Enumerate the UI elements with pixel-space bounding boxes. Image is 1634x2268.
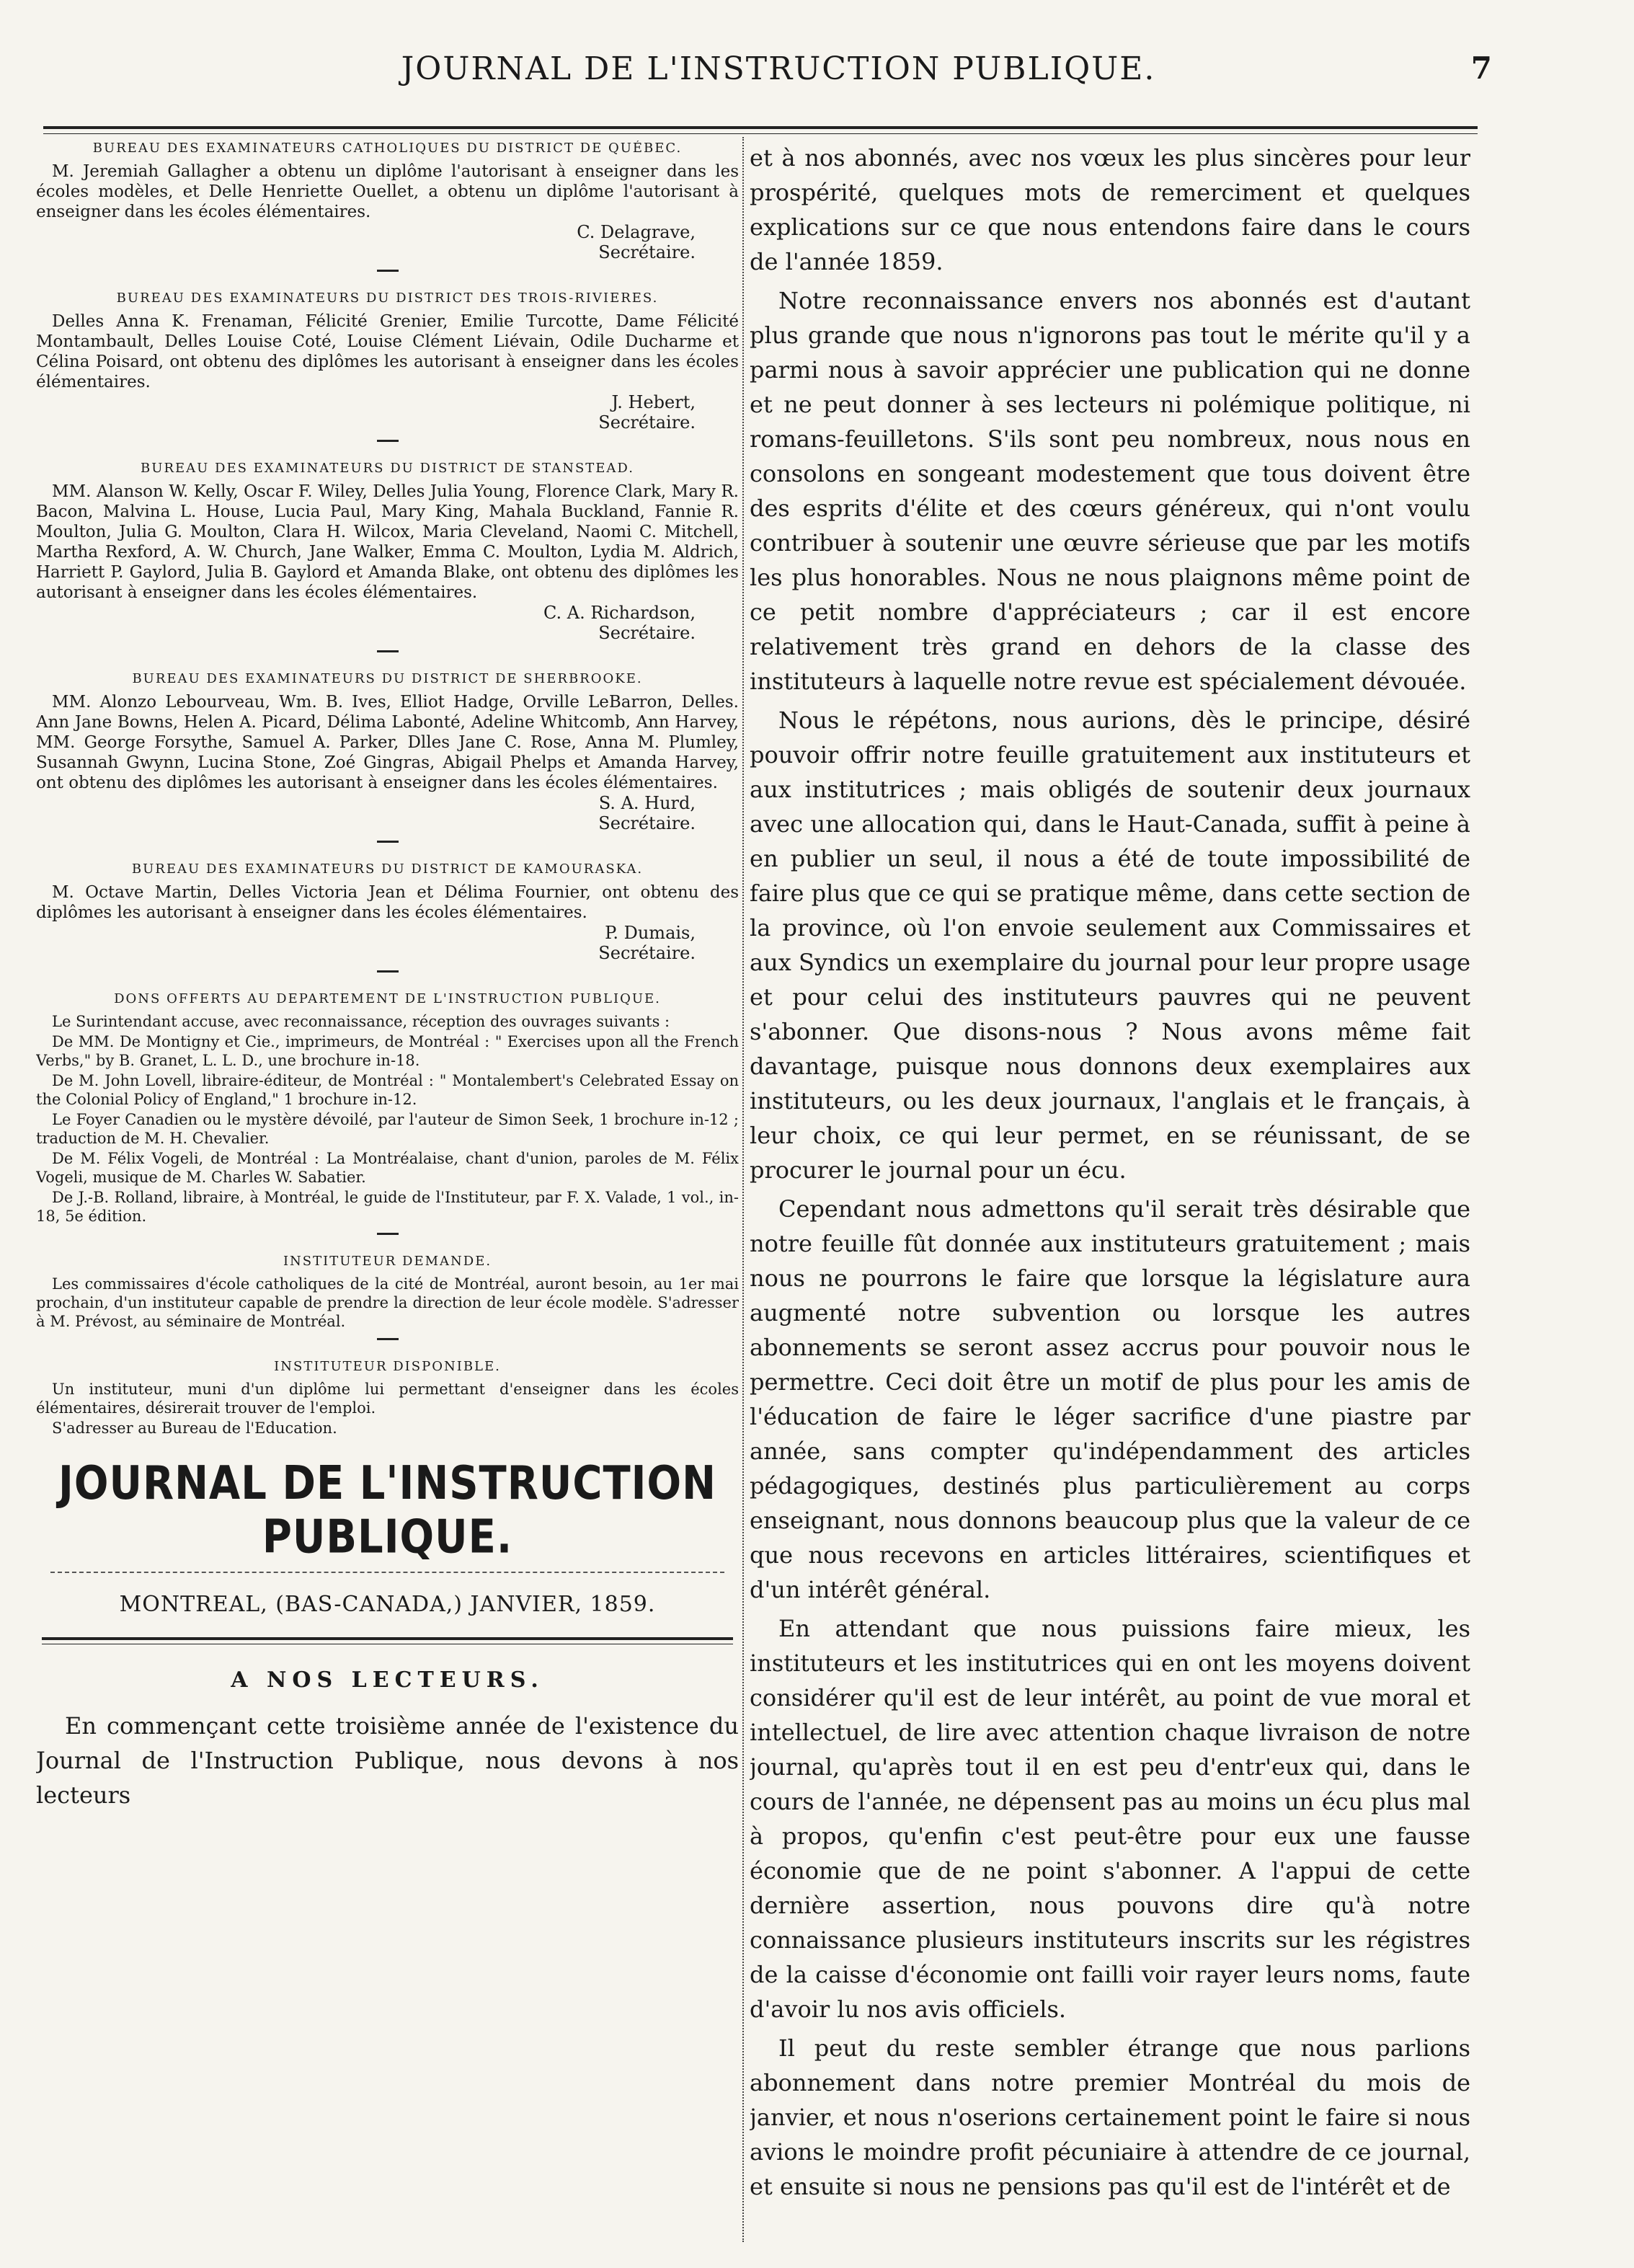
disponible-paragraph: Un instituteur, muni d'un diplôme lui permettant d'enseigner dans les écoles élémentaires, désirerait trouver de l'emploi. (36, 1381, 739, 1417)
page-header (43, 50, 1514, 101)
notice-heading: BUREAU DES EXAMINATEURS CATHOLIQUES DU DISTRICT DE QUÉBEC. (92, 141, 683, 156)
dons-section (36, 991, 739, 1235)
signer-role: Secrétaire. (598, 412, 696, 433)
dons-paragraph: De M. Félix Vogeli, de Montréal : La Montréalaise, chant d'union, paroles de M. Félix Vogeli, musique de M. Charles W. Sabatier. (36, 1150, 739, 1186)
left-column (36, 141, 739, 2246)
separator (377, 440, 399, 442)
notice-sherbrooke (36, 671, 739, 843)
separator (377, 270, 399, 272)
dons-paragraph: Le Foyer Canadien ou le mystère dévoilé, par l'auteur de Simon Seek, 1 brochure in-12 ; traduction de M. H. Chevalier. (36, 1111, 739, 1147)
notice-heading: BUREAU DES EXAMINATEURS DU DISTRICT DE STANSTEAD. (141, 461, 634, 476)
signer-name: C. A. Richardson, (543, 603, 696, 623)
article-paragraph: Notre reconnaissance envers nos abonnés est d'autant plus grande que nous n'ignorons pas tout le mérite qu'il y a parmi nous à savoir apprécier une publication qui ne donne et ne peut donner à ses lecteurs ni polémique politique, ni romans-feuilletons. S'ils sont peu nombreux, nous nous en consolons en songeant modestement que tous doivent être des esprits d'élite et des cœurs généreux, qui n'ont voulu contribuer à soutenir une œuvre sérieuse que par les motifs les plus honorables. Nous ne nous plaignons même point de ce petit nombre d'appréciateurs ; car il est encore relativement très grand en dehors de la classe des instituteurs à laquelle notre revue est spécialement dévouée. (750, 287, 1470, 695)
notice-heading: BUREAU DES EXAMINATEURS DU DISTRICT DE SHERBROOKE. (132, 671, 643, 686)
signature (36, 603, 739, 643)
column-divider (742, 137, 744, 2242)
signer-role: Secrétaire. (598, 943, 696, 963)
instituteur-demande (36, 1254, 739, 1340)
dons-paragraph: De MM. De Montigny et Cie., imprimeurs, de Montréal : " Exercises upon all the French Verbs," by B. Granet, L. L. D., une brochure in-18. (36, 1033, 739, 1069)
dons-paragraph: De J.-B. Rolland, libraire, à Montréal, le guide de l'Instituteur, par F. X. Valade, 1 vol., in-18, 5e édition. (36, 1189, 739, 1225)
signer-name: C. Delagrave, (577, 222, 696, 242)
demande-heading: INSTITUTEUR DEMANDE. (283, 1254, 492, 1269)
article-paragraph: Il peut du reste sembler étrange que nous parlions abonnement dans notre premier Montréal du mois de janvier, et nous n'oserions certainement point le faire si nous avions le moindre profit pécuniaire à attendre de ce journal, et ensuite si nous ne pensions pas qu'il est de l'intérêt et de (750, 2034, 1470, 2200)
instituteur-disponible (36, 1359, 739, 1438)
notice-body: MM. Alanson W. Kelly, Oscar F. Wiley, Delles Julia Young, Florence Clark, Mary R. Bacon, Malvina L. House, Lucia Paul, Mary King, Mahala Buckland, Fannie R. Moulton, Julia G. Moulton, Clara H. Wilcox, Maria Cleveland, Naomi C. Mitchell, Martha Rexford, A. W. Church, Jane Walker, Emma C. Moulton, Lydia M. Aldrich, Harriett P. Gaylord, Julia B. Gaylord et Amanda Blake, ont obtenu des diplômes les autorisant à enseigner dans les écoles élémentaires. (36, 482, 739, 602)
signer-name: J. Hebert, (611, 392, 696, 412)
article-paragraph: et à nos abonnés, avec nos vœux les plus sincères pour leur prospérité, quelques mots de remerciment et quelques explications sur ce que nous entendons faire dans le cours de l'année 1859. (750, 144, 1470, 275)
notice-kamouraska (36, 861, 739, 973)
signature (36, 222, 739, 262)
notice-trois-rivieres (36, 291, 739, 442)
notice-body: M. Jeremiah Gallagher a obtenu un diplôme l'autorisant à enseigner dans les écoles modèles, et Delle Henriette Ouellet, a obtenu un diplôme l'autorisant à enseigner dans les écoles élémentaires. (36, 162, 739, 221)
separator (377, 970, 399, 973)
dateline-rule (42, 1637, 733, 1644)
disponible-heading: INSTITUTEUR DISPONIBLE. (274, 1359, 501, 1374)
right-column (750, 141, 1470, 2246)
notice-heading: BUREAU DES EXAMINATEURS DU DISTRICT DES TROIS-RIVIERES. (116, 291, 659, 306)
article-intro: En commençant cette troisième année de l'existence du Journal de l'Instruction Publique, nous devons à nos lecteurs (36, 1712, 739, 1809)
running-title: JOURNAL DE L'INSTRUCTION PUBLIQUE. (401, 50, 1156, 87)
separator (377, 841, 399, 843)
article-paragraph: Nous le répétons, nous aurions, dès le principe, désiré pouvoir offrir notre feuille gratuitement aux instituteurs et aux institutrices ; mais obligés de soutenir deux journaux avec une allocation qui, dans le Haut-Canada, suffit à peine à en publier un seul, il nous a été de toute impossibilité de faire plus que ce qui se pratique même, dans cette section de la province, où l'on envoie seulement aux Commissaires et aux Syndics un exemplaire du journal pour leur propre usage et pour celui des instituteurs pauvres qui ne peuvent s'abonner. Que disons-nous ? Nous avons même fait davantage, puisque nous donnons deux exemplaires aux instituteurs, ou les deux journaux, l'anglais et le français, à leur choix, ce qui leur permet, en se réunissant, de se procurer le journal pour un écu. (750, 706, 1470, 1184)
header-rule (43, 126, 1478, 134)
notice-body: Delles Anna K. Frenaman, Félicité Grenier, Emilie Turcotte, Dame Félicité Montambault, Delles Louise Coté, Louise Clément Liévain, Odile Ducharme et Célina Poisard, ont obtenu des diplômes les autorisant à enseigner dans les écoles élémentaires. (36, 312, 739, 391)
signature (36, 793, 739, 833)
notice-quebec (36, 141, 739, 272)
notice-heading: BUREAU DES EXAMINATEURS DU DISTRICT DE KAMOURASKA. (131, 861, 644, 877)
article-heading: A NOS LECTEURS. (231, 1667, 544, 1693)
dons-paragraph: Le Surintendant accuse, avec reconnaissance, réception des ouvrages suivants : (52, 1013, 670, 1030)
signer-role: Secrétaire. (598, 813, 696, 833)
page-number: 7 (1470, 50, 1492, 86)
signature (36, 392, 739, 433)
masthead: JOURNAL DE L'INSTRUCTION PUBLIQUE. (58, 1456, 716, 1564)
signer-name: P. Dumais, (605, 923, 696, 943)
dons-paragraph: De M. John Lovell, libraire-éditeur, de Montréal : " Montalembert's Celebrated Essay on the Colonial Policy of England," 1 brochure in-12. (36, 1072, 739, 1108)
separator (377, 1233, 399, 1235)
demande-paragraph: Les commissaires d'école catholiques de la cité de Montréal, auront besoin, au 1er mai prochain, d'un instituteur capable de prendre la direction de leur école modèle. S'adresser à M. Prévost, au séminaire de Montréal. (36, 1275, 739, 1330)
signer-role: Secrétaire. (598, 242, 696, 262)
disponible-paragraph: S'adresser au Bureau de l'Education. (52, 1419, 337, 1437)
article-paragraph: En attendant que nous puissions faire mieux, les instituteurs et les institutrices qui en ont les moyens doivent considérer qu'il est de leur intérêt, au point de vue moral et intellectuel, de lire avec attention chaque livraison de notre journal, qu'après tout il en est peu d'entr'eux qui, dans le cours de l'année, ne dépensent pas au moins un écu plus mal à propos, qu'enfin c'est peut-être pour eux une fausse économie que de ne point s'abonner. A l'appui de cette dernière assertion, nous pouvons dire qu'à notre connaissance plusieurs instituteurs inscrits sur les régistres de la caisse d'économie ont failli voir rayer leurs noms, faute d'avoir lu nos avis officiels. (750, 1615, 1470, 2023)
dons-heading: DONS OFFERTS AU DEPARTEMENT DE L'INSTRUCTION PUBLIQUE. (114, 991, 661, 1006)
dateline: MONTREAL, (BAS-CANADA,) JANVIER, 1859. (119, 1592, 656, 1617)
separator (377, 1338, 399, 1340)
masthead-rule (50, 1572, 724, 1573)
separator (377, 650, 399, 652)
notice-body: M. Octave Martin, Delles Victoria Jean et Délima Fournier, ont obtenu des diplômes les autorisant à enseigner dans les écoles élémentaires. (36, 883, 739, 922)
notice-stanstead (36, 461, 739, 652)
article-paragraph: Cependant nous admettons qu'il serait très désirable que notre feuille fût donnée aux instituteurs gratuitement ; mais nous ne pourrons le faire que lorsque la législature aura augmenté notre subvention ou lorsque les autres abonnements se seront assez accrus pour pouvoir nous le permettre. Ceci doit être un motif de plus pour les amis de l'éducation de faire le léger sacrifice d'une piastre par année, sans compter qu'indépendamment des articles pédagogiques, destinés plus particulièrement au corps enseignant, nous donnons beaucoup plus que la valeur de ce que nous recevons en articles littéraires, scientifiques et d'un intérêt général. (750, 1195, 1470, 1603)
signature (36, 923, 739, 963)
signer-name: S. A. Hurd, (598, 793, 696, 813)
notice-body: MM. Alonzo Lebourveau, Wm. B. Ives, Elliot Hadge, Orville LeBarron, Delles. Ann Jane Bowns, Helen A. Picard, Délima Labonté, Adeline Whitcomb, Ann Harvey, MM. George Forsythe, Samuel A. Parker, Dlles Jane C. Rose, Anna M. Plumley, Susannah Gwynn, Lucina Stone, Zoé Gingras, Abigail Phelps et Amanda Harvey, ont obtenu des diplômes les autorisant à enseigner dans les écoles élémentaires. (36, 693, 739, 792)
signer-role: Secrétaire. (598, 623, 696, 643)
